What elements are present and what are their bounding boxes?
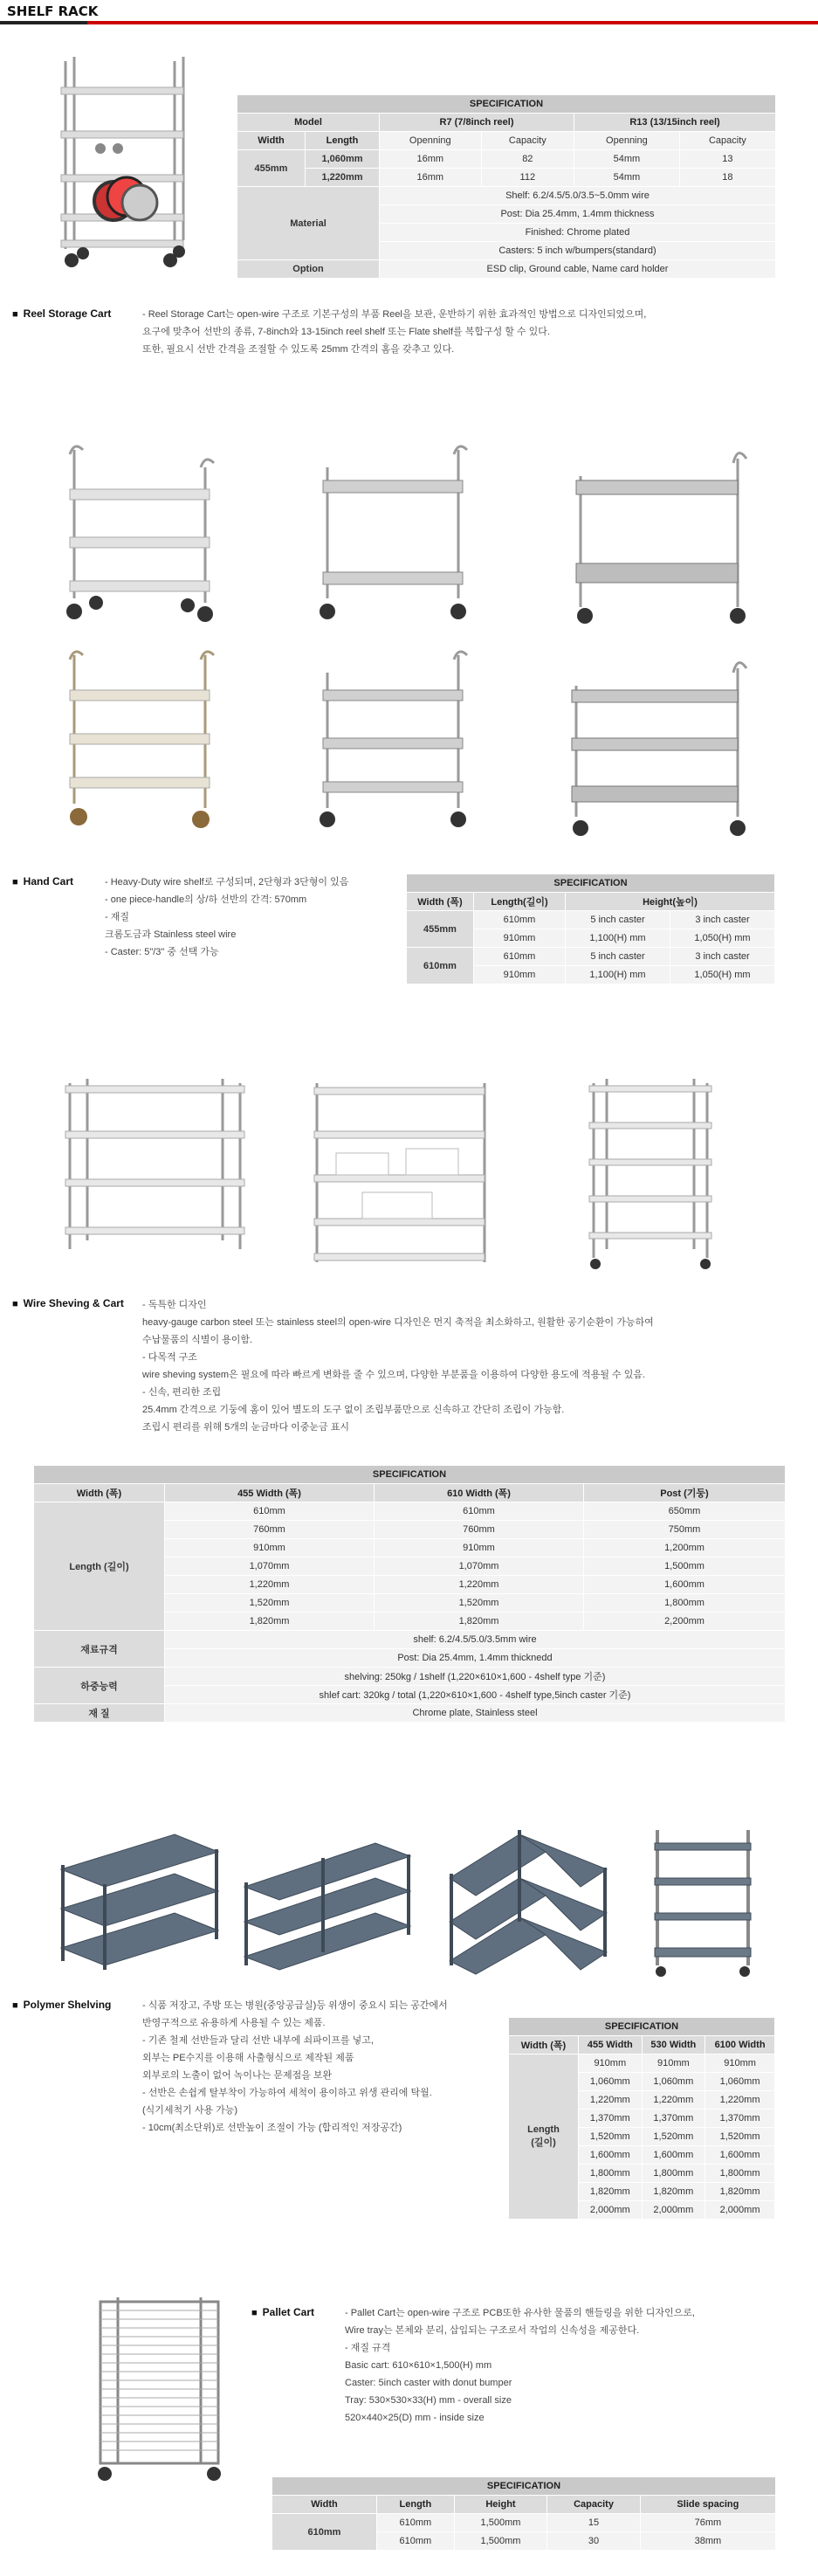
polymer-spec-table <box>508 2017 775 2220</box>
reel-spec-table <box>237 94 776 279</box>
table-cell: 2,000mm <box>642 2201 705 2220</box>
hand-cart-image-5 <box>310 646 476 834</box>
option-value: ESD clip, Ground cable, Name card holder <box>380 260 776 279</box>
hand-cart-image-1 <box>57 441 231 625</box>
desc-line: - 재질 <box>105 912 129 922</box>
r7-header: R7 (7/8inch reel) <box>380 114 574 132</box>
load-line: shlef cart: 320kg / total (1,220×610×1,600 - 4shelf type,5inch caster 기준) <box>165 1686 786 1704</box>
table-cell: 610mm <box>474 948 566 966</box>
table-cell: 910mm <box>474 929 566 948</box>
desc-line: wire sheving system은 필요에 따라 빠르게 변화를 줄 수 있으며, 다양한 부분품을 이용하여 다양한 용도에 적용될 수 있음. <box>142 1370 646 1380</box>
table-cell: 910mm <box>705 2055 775 2073</box>
capacity-header: Capacity <box>547 2496 641 2514</box>
option-label: Option <box>237 260 380 279</box>
wire-description <box>142 1296 654 1436</box>
desc-line: - 선반은 손쉽게 탈부착이 가능하여 세척이 용이하고 위생 관리에 탁월. <box>142 2088 432 2098</box>
spec-caption: SPECIFICATION <box>237 95 776 114</box>
table-cell: 1,520mm <box>705 2128 775 2146</box>
table-cell: 1,500mm <box>584 1557 786 1576</box>
table-cell: 1,520mm <box>165 1594 375 1613</box>
table-cell: 610mm <box>377 2514 455 2532</box>
table-cell: 3 inch caster <box>670 911 775 929</box>
table-cell: 5 inch caster <box>566 948 670 966</box>
table-cell: 1,220mm <box>579 2091 643 2110</box>
table-cell: 910mm <box>642 2055 705 2073</box>
desc-line: Wire tray는 본체와 분리, 삽입되는 구조로서 작업의 신속성을 제공한다. <box>345 2325 640 2336</box>
polymer-shelf-image-4 <box>650 1826 755 1979</box>
table-cell: 1,600mm <box>579 2146 643 2165</box>
table-cell: 30 <box>547 2532 641 2551</box>
table-cell: 1,800mm <box>642 2165 705 2183</box>
hand-section-title: ■ Hand Cart <box>12 875 73 887</box>
table-cell: 1,820mm <box>165 1613 375 1631</box>
reel-cart-image <box>52 52 192 271</box>
table-cell: 54mm <box>574 150 680 169</box>
desc-line: - 식품 저장고, 주방 또는 병원(중앙공급실)등 위생이 중요시 되는 공간에서 <box>142 2000 448 2011</box>
table-cell: 910mm <box>579 2055 643 2073</box>
table-cell: 1,370mm <box>579 2110 643 2128</box>
table-cell: 1,060mm <box>306 150 380 169</box>
desc-line: 수납물품의 식별이 용이함. <box>142 1335 253 1345</box>
table-cell: 1,600mm <box>642 2146 705 2165</box>
wire-section-title: ■ Wire Sheving & Cart <box>12 1297 124 1309</box>
width-header: Width (폭) <box>34 1484 165 1502</box>
wire-shelf-image-1 <box>61 1079 253 1253</box>
desc-line: 반영구적으로 유용하게 사용될 수 있는 제품. <box>142 2018 326 2028</box>
length-label: Length (길이) <box>34 1502 165 1631</box>
table-cell: 1,600mm <box>584 1576 786 1594</box>
table-cell: 1,060mm <box>579 2073 643 2091</box>
table-cell: 1,220mm <box>165 1576 375 1594</box>
table-cell: 1,500mm <box>454 2514 547 2532</box>
table-cell: 1,820mm <box>375 1613 584 1631</box>
width-value: 610mm <box>407 948 474 984</box>
material-line: Post: Dia 25.4mm, 1.4mm thickness <box>380 205 776 224</box>
table-cell: 1,070mm <box>165 1557 375 1576</box>
table-cell: 1,060mm <box>642 2073 705 2091</box>
desc-line: - Pallet Cart는 open-wire 구조로 PCB또한 유사한 물품의 핸들링을 위한 디자인으로, <box>345 2308 695 2318</box>
hand-spec-table <box>406 874 775 984</box>
table-cell: 1,370mm <box>705 2110 775 2128</box>
table-cell: 1,820mm <box>705 2183 775 2201</box>
desc-line: 또한, 필요시 선반 간격을 조절할 수 있도록 25mm 간격의 홈을 갖추고 있다. <box>142 344 455 355</box>
capacity-header: Capacity <box>679 132 775 150</box>
reel-section-title: ■ Reel Storage Cart <box>12 307 111 320</box>
length-header: Length <box>306 132 380 150</box>
table-cell: 2,000mm <box>579 2201 643 2220</box>
table-cell: 3 inch caster <box>670 948 775 966</box>
table-cell: 1,070mm <box>375 1557 584 1576</box>
wire-shelf-image-3 <box>585 1079 716 1271</box>
pallet-description <box>345 2304 695 2427</box>
table-cell: 1,800mm <box>705 2165 775 2183</box>
table-cell: 910mm <box>375 1539 584 1557</box>
length-label-line: Length <box>527 2124 560 2135</box>
opening-header: Openning <box>380 132 482 150</box>
finish-value: Chrome plate, Stainless steel <box>165 1704 786 1723</box>
hand-cart-image-2 <box>310 441 476 625</box>
table-cell: 910mm <box>474 966 566 984</box>
table-cell: 15 <box>547 2514 641 2532</box>
table-cell: 610mm <box>474 911 566 929</box>
material-line: Shelf: 6.2/4.5/5.0/3.5~5.0mm wire <box>380 187 776 205</box>
desc-line: - 기존 철제 선반들과 달리 선반 내부에 쇠파이프를 넣고, <box>142 2035 374 2046</box>
load-line: shelving: 250kg / 1shelf (1,220×610×1,600 - 4shelf type 기준) <box>165 1668 786 1686</box>
width-value: 610mm <box>272 2514 377 2551</box>
pallet-cart-image <box>83 2297 236 2485</box>
table-cell: 2,200mm <box>584 1613 786 1631</box>
material-label: Material <box>237 187 380 260</box>
table-cell: 13 <box>679 150 775 169</box>
table-cell: 910mm <box>165 1539 375 1557</box>
spec-caption: SPECIFICATION <box>34 1466 786 1484</box>
width-header: Width (폭) <box>509 2036 579 2055</box>
material-label: 재료규격 <box>34 1631 165 1668</box>
table-cell: 16mm <box>380 169 482 187</box>
w455-header: 455 Width (폭) <box>165 1484 375 1502</box>
c1-header: 455 Width <box>579 2036 643 2055</box>
table-cell: 1,370mm <box>642 2110 705 2128</box>
r13-header: R13 (13/15inch reel) <box>574 114 776 132</box>
spec-caption: SPECIFICATION <box>509 2018 775 2036</box>
hand-description <box>105 874 348 961</box>
table-cell: 5 inch caster <box>566 911 670 929</box>
table-cell: 1,820mm <box>579 2183 643 2201</box>
table-cell: 1,220mm <box>705 2091 775 2110</box>
opening-header: Openning <box>574 132 680 150</box>
slide-header: Slide spacing <box>640 2496 775 2514</box>
reel-description <box>142 306 646 358</box>
table-cell: 650mm <box>584 1502 786 1521</box>
load-label: 하중능력 <box>34 1668 165 1704</box>
polymer-section-title: ■ Polymer Shelving <box>12 1999 111 2011</box>
table-cell: 1,050(H) mm <box>670 966 775 984</box>
width-header: Width <box>237 132 306 150</box>
spec-caption: SPECIFICATION <box>272 2477 776 2496</box>
desc-line: - 10cm(최소단위)로 선반높이 조절이 가능 (합리적인 저장공간) <box>142 2123 402 2133</box>
table-cell: 1,050(H) mm <box>670 929 775 948</box>
length-header: Length(길이) <box>474 893 566 911</box>
finish-label: 재 질 <box>34 1704 165 1723</box>
length-label-line: (길이) <box>531 2137 556 2148</box>
table-cell: 1,500mm <box>454 2532 547 2551</box>
material-line: Casters: 5 inch w/bumpers(standard) <box>380 242 776 260</box>
table-cell: 1,520mm <box>642 2128 705 2146</box>
table-cell: 82 <box>481 150 574 169</box>
desc-line: 25.4mm 간격으로 기둥에 홈이 있어 별도의 도구 없이 조립부품만으로 신속하고 간단히 조립이 가능함. <box>142 1405 565 1415</box>
desc-line: - one piece-handle의 상/하 선반의 간격: 570mm <box>105 894 307 905</box>
length-header: Length <box>377 2496 455 2514</box>
material-line: shelf: 6.2/4.5/5.0/3.5mm wire <box>165 1631 786 1649</box>
desc-line: 520×440×25(D) mm - inside size <box>345 2413 485 2423</box>
table-cell: 1,600mm <box>705 2146 775 2165</box>
table-cell: 18 <box>679 169 775 187</box>
table-cell: 1,220mm <box>375 1576 584 1594</box>
c2-header: 530 Width <box>642 2036 705 2055</box>
c3-header: 6100 Width <box>705 2036 775 2055</box>
table-cell: 1,100(H) mm <box>566 929 670 948</box>
desc-line: Basic cart: 610×610×1,500(H) mm <box>345 2360 492 2371</box>
table-cell: 760mm <box>165 1521 375 1539</box>
polymer-description <box>142 1997 448 2137</box>
height-header: Height <box>454 2496 547 2514</box>
table-cell: 1,220mm <box>306 169 380 187</box>
desc-line: - Heavy-Duty wire shelf로 구성되며, 2단형과 3단형이 있음 <box>105 877 349 887</box>
model-header: Model <box>237 114 380 132</box>
desc-line: 조립시 편리를 위해 5개의 눈금마다 이중눈금 표시 <box>142 1422 349 1433</box>
pallet-section-title: ■ Pallet Cart <box>251 2306 314 2318</box>
desc-line: Caster: 5inch caster with donut bumper <box>345 2378 512 2388</box>
desc-line: Tray: 530×530×33(H) mm - overall size <box>345 2395 512 2406</box>
table-cell: 1,200mm <box>584 1539 786 1557</box>
table-cell: 1,060mm <box>705 2073 775 2091</box>
post-header: Post (기둥) <box>584 1484 786 1502</box>
width-value: 455mm <box>407 911 474 948</box>
width-header: Width (폭) <box>407 893 474 911</box>
desc-line: heavy-gauge carbon steel 또는 stainless steel의 open-wire 디자인은 먼지 축적을 최소화하고, 원활한 공기순환이 가능하여 <box>142 1317 654 1328</box>
length-label <box>509 2055 579 2220</box>
table-cell: 750mm <box>584 1521 786 1539</box>
desc-line: - 재질 규격 <box>345 2343 391 2353</box>
desc-line: 크롬도금과 Stainless steel wire <box>105 929 237 940</box>
table-cell: 76mm <box>640 2514 775 2532</box>
table-cell: 2,000mm <box>705 2201 775 2220</box>
capacity-header: Capacity <box>481 132 574 150</box>
polymer-shelf-image-3 <box>441 1817 615 1979</box>
desc-line: 외부로의 노출이 없어 녹이나는 문제점을 보완 <box>142 2070 333 2081</box>
polymer-shelf-image-1 <box>52 1821 227 1974</box>
desc-line: - 독특한 디자인 <box>142 1300 207 1310</box>
table-cell: 1,520mm <box>375 1594 584 1613</box>
desc-line: - Reel Storage Cart는 open-wire 구조로 기본구성의 부품 Reel을 보관, 운반하기 위한 효과적인 방법으로 디자인되었으며, <box>142 309 647 320</box>
desc-line: (식기세척기 사용 가능) <box>142 2105 238 2116</box>
polymer-shelf-image-2 <box>236 1821 419 1974</box>
page-title: SHELF RACK <box>7 3 99 19</box>
pallet-spec-table <box>272 2476 776 2551</box>
table-cell: 1,800mm <box>579 2165 643 2183</box>
table-cell: 16mm <box>380 150 482 169</box>
table-cell: 38mm <box>640 2532 775 2551</box>
wire-shelf-image-2 <box>310 1079 493 1267</box>
w610-header: 610 Width (폭) <box>375 1484 584 1502</box>
desc-line: - Caster: 5"/3" 중 선택 가능 <box>105 947 219 957</box>
width-value: 455mm <box>237 150 306 187</box>
table-cell: 1,820mm <box>642 2183 705 2201</box>
width-header: Width <box>272 2496 377 2514</box>
desc-line: - 신속, 편리한 조립 <box>142 1387 222 1398</box>
hand-cart-image-4 <box>57 646 231 834</box>
table-cell: 610mm <box>377 2532 455 2551</box>
table-cell: 610mm <box>165 1502 375 1521</box>
table-cell: 112 <box>481 169 574 187</box>
table-cell: 1,800mm <box>584 1594 786 1613</box>
table-cell: 1,520mm <box>579 2128 643 2146</box>
desc-line: - 다목적 구조 <box>142 1352 197 1363</box>
spec-caption: SPECIFICATION <box>407 874 775 893</box>
hand-cart-image-3 <box>563 441 755 633</box>
table-cell: 54mm <box>574 169 680 187</box>
material-line: Finished: Chrome plated <box>380 224 776 242</box>
desc-line: 요구에 맞추어 선반의 종류, 7-8inch와 13-15inch reel shelf 또는 Flate shelf를 복합구성 할 수 있다. <box>142 327 550 337</box>
hand-cart-image-6 <box>559 651 755 843</box>
title-divider <box>0 21 818 24</box>
table-cell: 760mm <box>375 1521 584 1539</box>
height-header: Height(높이) <box>566 893 775 911</box>
table-cell: 1,100(H) mm <box>566 966 670 984</box>
material-line: Post: Dia 25.4mm, 1.4mm thicknedd <box>165 1649 786 1668</box>
table-cell: 610mm <box>375 1502 584 1521</box>
table-cell: 1,220mm <box>642 2091 705 2110</box>
wire-spec-table <box>33 1465 786 1723</box>
desc-line: 외부는 PE수지를 이용해 사출형식으로 제작된 제품 <box>142 2053 354 2063</box>
